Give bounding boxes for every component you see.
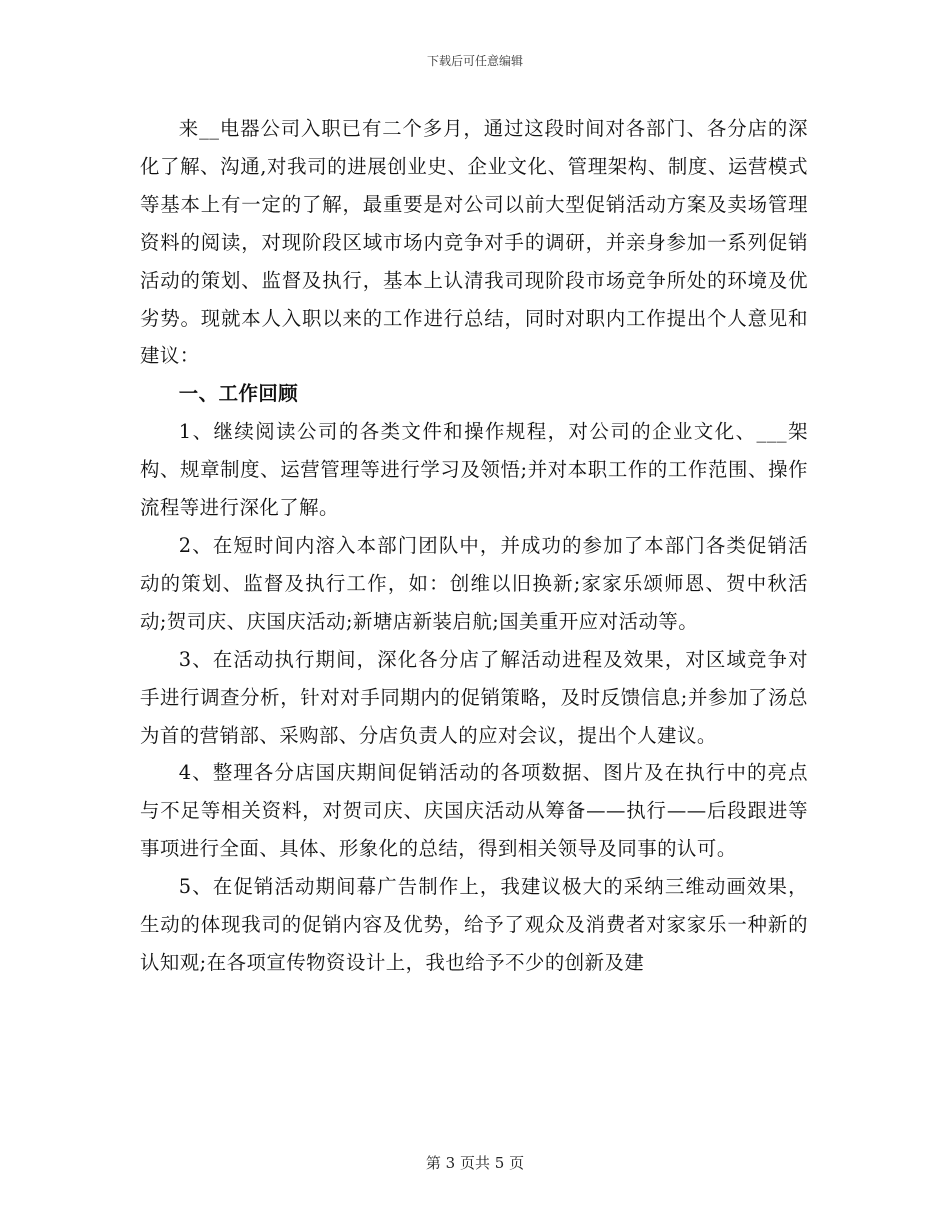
document-body [140, 110, 808, 982]
list-item: 4、整理各分店国庆期间促销活动的各项数据、图片及在执行中的亮点与不足等相关资料，对贺司庆、庆国庆活动从筹备——执行——后段跟进等事项进行全面、具体、形象化的总结，得到相关领导及同事的认可。 [140, 761, 808, 861]
list-item: 5、在促销活动期间幕广告制作上，我建议极大的采纳三维动画效果，生动的体现我司的促销内容及优势，给予了观众及消费者对家家乐一种新的认知观;在各项宣传物资设计上，我也给予不少的创新及建 [140, 875, 808, 974]
page-footer: 第 3 页共 5 页 [425, 1154, 525, 1172]
section-heading: 一、工作回顾 [178, 382, 299, 406]
list-item: 3、在活动执行期间，深化各分店了解活动进程及效果，对区域竞争对手进行调查分析，针对对手同期内的促销策略，及时反馈信息;并参加了汤总为首的营销部、采购部、分店负责人的应对会议，提出个人建议。 [140, 647, 808, 747]
list-item: 1、继续阅读公司的各类文件和操作规程，对公司的企业文化、___架构、规章制度、运营管理等进行学习及领悟;并对本职工作的工作范围、操作流程等进行深化了解。 [140, 420, 808, 520]
list-item: 2、在短时间内溶入本部门团队中，并成功的参加了本部门各类促销活动的策划、监督及执行工作，如：创维以旧换新;家家乐颂师恩、贺中秋活动;贺司庆、庆国庆活动;新塘店新装启航;国美重开应对活动等。 [140, 533, 808, 633]
page-header: 下载后可任意编辑 [426, 54, 523, 68]
intro-paragraph: 来__电器公司入职已有二个多月，通过这段时间对各部门、各分店的深化了解、沟通,对我司的进展创业史、企业文化、管理架构、制度、运营模式等基本上有一定的了解，最重要是对公司以前大型促销活动方案及卖场管理资料的阅读，对现阶段区域市场内竞争对手的调研，并亲身参加一系列促销活动的策划、监督及执行，基本上认清我司现阶段市场竞争所处的环境及优劣势。现就本人入职以来的工作进行总结，同时对职内工作提出个人意见和建议： [140, 117, 808, 368]
